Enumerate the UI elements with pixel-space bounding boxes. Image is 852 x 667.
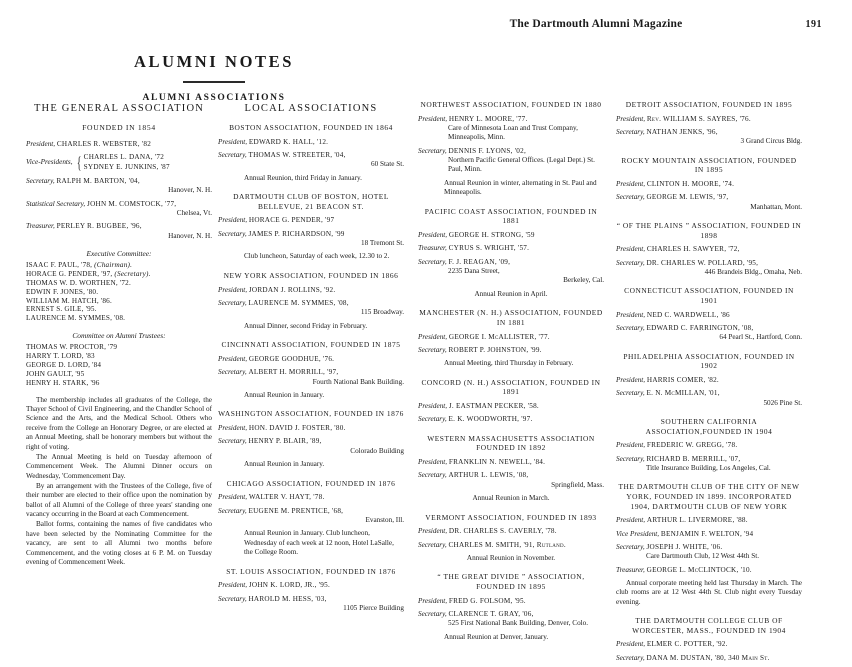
officer-entry bbox=[218, 230, 404, 249]
officer-role: Statistical Secretary, bbox=[26, 199, 88, 208]
officer-name: EDWARD C. FARRINGTON, '08, bbox=[646, 323, 754, 332]
officer-name: RALPH M. BARTON, '04, bbox=[56, 176, 140, 185]
officer-address: 115 Broadway. bbox=[360, 308, 404, 317]
running-head bbox=[426, 18, 826, 34]
officer-entry bbox=[418, 415, 604, 424]
officer-name: FRED G. FOLSOM, '95. bbox=[448, 596, 526, 605]
officer-name: CLINTON H. MOORE, '74. bbox=[646, 179, 735, 188]
executive-committee-list bbox=[26, 261, 212, 323]
association-heading: WASHINGTON ASSOCIATION, FOUNDED IN 1876 bbox=[218, 409, 404, 419]
officer-address: Chelsea, Vt. bbox=[176, 208, 212, 217]
officer-role: President, bbox=[418, 332, 449, 341]
association-heading: MANCHESTER (N. H.) ASSOCIATION, FOUNDED IN 1881 bbox=[419, 308, 603, 327]
officer-name: EUGENE M. PRENTICE, '68, bbox=[248, 506, 344, 515]
association-heading: CONCORD (N. H.) ASSOCIATION, FOUNDED IN 1891 bbox=[421, 377, 601, 397]
officer-role: President, bbox=[218, 285, 249, 294]
officer-entry bbox=[218, 299, 404, 318]
officer-role: Secretary, bbox=[616, 542, 647, 551]
committee-member: GEORGE D. LORD, '84 bbox=[26, 360, 102, 369]
general-association-founded: FOUNDED IN 1854 bbox=[82, 122, 156, 132]
officer-name: HARRIS COMER, '82. bbox=[646, 375, 719, 384]
officer-role: Secretary, bbox=[418, 415, 449, 424]
officer-entry bbox=[218, 507, 404, 526]
officer-role: President, bbox=[616, 375, 647, 384]
officer-role: Secretary, bbox=[218, 150, 249, 159]
officer-entry bbox=[616, 115, 802, 124]
officer-role: President, bbox=[418, 527, 449, 536]
association-heading: CINCINNATI ASSOCIATION, FOUNDED IN 1875 bbox=[221, 340, 401, 350]
association-heading: WESTERN MASSACHUSETTS ASSOCIATION FOUNDED IN 1892 bbox=[427, 433, 595, 453]
officer-entry bbox=[616, 376, 802, 385]
general-paragraph: The membership includes all graduates of the College, the Thayer School of Civil Engineering, and the Chandler School of Science and the Arts, and the Medical School. Others who receive from the College an Honorary Degree, or are elected at an Annual Meeting, shall be honorary members but without the right of voting. bbox=[26, 395, 212, 451]
officer-entry bbox=[26, 200, 212, 219]
general-paragraph: The Annual Meeting is held on Tuesday afternoon of Commencement Week. The Alumni Dinner occurs on Wednesday, 'Commencement Day. bbox=[26, 452, 212, 480]
officer-entry bbox=[26, 177, 212, 196]
officer-role: Secretary, bbox=[218, 506, 249, 515]
officer-name: ARTHUR L. LIVERMORE, '88. bbox=[646, 516, 748, 525]
officer-name: GEORGE M. LEWIS, '97, bbox=[646, 193, 729, 202]
title-rule bbox=[183, 81, 245, 83]
officer-name: J. EASTMAN PECKER, '58. bbox=[448, 402, 539, 411]
association-note: Annual Reunion in January. Club luncheon, Wednesday of each week at 12 noon, Hotel LaSalle, the College Room. bbox=[244, 529, 394, 557]
officer-entry bbox=[616, 324, 802, 343]
officer-entry bbox=[218, 595, 404, 614]
officer-entry bbox=[616, 389, 802, 408]
committee-member: HARRY T. LORD, '83 bbox=[26, 352, 95, 361]
officer-name: HAROLD M. HESS, '03, bbox=[248, 594, 327, 603]
officer-entry bbox=[418, 458, 604, 467]
officer-entry bbox=[616, 543, 802, 562]
officer-name: HENRY P. BLAIR, '89, bbox=[248, 437, 322, 446]
officer-name: NED C. WARDWELL, '86 bbox=[646, 310, 730, 319]
officer-role: President, bbox=[218, 424, 249, 433]
officer-address: Manhattan, Mont. bbox=[750, 202, 802, 211]
officer-address: 3 Grand Circus Bldg. bbox=[740, 137, 802, 146]
officer-address: 2235 Dana Street, bbox=[448, 267, 500, 276]
officer-role: President, bbox=[418, 458, 449, 467]
officer-entry bbox=[418, 471, 604, 490]
officer-role: Treasurer, bbox=[616, 565, 647, 574]
general-paragraph: Ballot forms, containing the names of five candidates who have been selected by the Nominating Committee for the vacancy, are sent to all Alumni two months before Commencement, and the voting closes at 6 P. M. on Tuesday evening of Commencement Week. bbox=[26, 520, 212, 566]
committee-member: WILLIAM M. HATCH, '86. bbox=[26, 296, 112, 305]
association-heading: NORTHWEST ASSOCIATION, FOUNDED IN 1880 bbox=[420, 100, 602, 109]
association-note: Annual Reunion, third Friday in January. bbox=[244, 173, 362, 182]
officer-role: Secretary, bbox=[218, 229, 249, 238]
brace-glyph: { bbox=[76, 152, 81, 172]
officer-name: HORACE G. PENDER, '97 bbox=[248, 216, 335, 225]
officer-entry bbox=[26, 140, 212, 149]
general-paragraph: By an arrangement with the Trustees of the College, five of their number are elected to their office upon the nomination by ballot of all Alumni of the College of three years' standing one vacancy occurring in the Board at each Commencement. bbox=[26, 481, 212, 519]
officer-role: Secretary, bbox=[616, 454, 647, 463]
officer-address: Care Dartmouth Club, 12 West 44th St. bbox=[646, 552, 760, 561]
officer-role: President, bbox=[218, 354, 249, 363]
officer-entry bbox=[418, 147, 604, 175]
officer-entry bbox=[616, 193, 802, 212]
officer-role: Secretary, bbox=[616, 323, 647, 332]
officer-role: Secretary, bbox=[616, 389, 647, 398]
officer-entry bbox=[418, 244, 604, 253]
officer-entry bbox=[418, 258, 604, 286]
officer-name: RICHARD B. MERRILL, '07, bbox=[646, 454, 741, 463]
officer-name: CYRUS S. WRIGHT, '57. bbox=[448, 244, 530, 253]
officer-role: Secretary, bbox=[218, 437, 249, 446]
officer-name: CHARLES H. SAWYER, '72, bbox=[646, 245, 740, 254]
officer-entry bbox=[218, 286, 404, 295]
association-note: Annual Reunion in winter, alternating in St. Paul and Minneapolis. bbox=[444, 178, 597, 197]
association-heading: BOSTON ASSOCIATION, FOUNDED IN 1864 bbox=[229, 122, 393, 132]
local-associations-heading: LOCAL ASSOCIATIONS bbox=[244, 103, 378, 114]
officer-entry bbox=[418, 333, 604, 342]
committee-member: JOHN GAULT, '95 bbox=[26, 369, 85, 378]
officer-entry bbox=[418, 346, 604, 355]
officer-name: ROBERT P. JOHNSTON, '99. bbox=[448, 345, 542, 354]
association-heading: VERMONT ASSOCIATION, FOUNDED IN 1893 bbox=[425, 512, 597, 522]
officer-entry bbox=[418, 610, 604, 629]
officer-entry bbox=[418, 115, 604, 143]
officer-role: President, bbox=[218, 216, 249, 225]
officer-role: Secretary, bbox=[418, 610, 449, 619]
officer-name: DR. CHARLES S. CAVERLY, '78. bbox=[448, 527, 557, 536]
officer-address: 60 State St. bbox=[371, 160, 404, 169]
officer-role: President, bbox=[418, 231, 449, 240]
officer-name: DR. CHARLES W. POLLARD, '95, bbox=[646, 258, 759, 267]
officer-role: President, bbox=[418, 114, 449, 123]
officer-name: CHARLES M. SMITH, '91, Rutland. bbox=[448, 540, 566, 549]
officer-entry bbox=[616, 566, 802, 575]
officer-name: F. J. REAGAN, '09, bbox=[448, 257, 511, 266]
officer-name: EDWARD K. HALL, '12. bbox=[248, 137, 329, 146]
masthead bbox=[24, 52, 404, 103]
officer-entry bbox=[218, 216, 404, 225]
officer-role: Secretary, bbox=[418, 471, 449, 480]
vice-president-name: CHARLES L. DANA, '72 bbox=[83, 153, 165, 162]
officer-role: Vice President, bbox=[616, 529, 661, 538]
association-heading: DETROIT ASSOCIATION, FOUNDED IN 1895 bbox=[625, 100, 793, 109]
officer-entry bbox=[418, 231, 604, 240]
officer-name: JORDAN J. ROLLINS, '92. bbox=[248, 285, 336, 294]
association-note: Club luncheon, Saturday of each week, 12.30 to 2. bbox=[244, 252, 390, 261]
officer-address: Fourth National Bank Building. bbox=[312, 377, 404, 386]
officer-entry bbox=[616, 516, 802, 525]
association-heading: DARTMOUTH CLUB OF BOSTON, HOTEL BELLEVUE, 21 BEACON ST. bbox=[233, 192, 389, 211]
association-note: Annual Meeting, third Thursday in February. bbox=[444, 359, 574, 368]
officer-name: Rev. WILLIAM S. SAYRES, '76. bbox=[646, 114, 751, 123]
committee-member: HENRY H. STARK, '96 bbox=[26, 378, 100, 387]
section-subtitle: ALUMNI ASSOCIATIONS bbox=[142, 93, 286, 103]
officer-name: JOHN K. LORD, JR., '95. bbox=[248, 581, 330, 590]
officer-name: E. N. McMILLAN, '01, bbox=[646, 389, 720, 398]
officer-address: Northern Pacific General Offices. (Legal Dept.) St. Paul, Minn. bbox=[448, 156, 595, 174]
association-heading: ST. LOUIS ASSOCIATION, FOUNDED IN 1876 bbox=[226, 566, 396, 576]
association-heading: THE DARTMOUTH COLLEGE CLUB OF WORCESTER, MASS., FOUNDED IN 1904 bbox=[632, 616, 786, 635]
association-note: Annual Reunion in March. bbox=[472, 494, 550, 503]
officer-role: President, bbox=[218, 581, 249, 590]
officer-address: 64 Pearl St., Hartford, Conn. bbox=[719, 333, 802, 342]
officer-address: Evanston, Ill. bbox=[365, 515, 404, 524]
officer-entry bbox=[616, 640, 802, 649]
officer-role: Secretary, bbox=[616, 653, 647, 662]
officer-name: DENNIS F. LYONS, '02, bbox=[448, 146, 526, 155]
officer-entry bbox=[418, 402, 604, 411]
officer-address: 1105 Pierce Building bbox=[343, 604, 404, 613]
committee-member: THOMAS W. D. WORTHEN, '72. bbox=[26, 278, 131, 287]
association-note: Annual Dinner, second Friday in February. bbox=[244, 321, 368, 330]
vice-presidents-row bbox=[26, 153, 212, 171]
officer-entry bbox=[218, 138, 404, 147]
officer-role: President, bbox=[418, 402, 449, 411]
association-heading: PHILADELPHIA ASSOCIATION, FOUNDED IN 1902 bbox=[623, 351, 795, 371]
association-heading: CHICAGO ASSOCIATION, FOUNDED IN 1876 bbox=[226, 478, 396, 488]
officer-name: CHARLES R. WEBSTER, '82 bbox=[56, 140, 152, 149]
officer-role: Secretary, bbox=[418, 540, 449, 549]
association-heading: “ THE GREAT DIVIDE ” ASSOCIATION, FOUNDED IN 1895 bbox=[437, 572, 585, 592]
officer-name: FREDERIC W. GREGG, '78. bbox=[646, 441, 738, 450]
officer-role: Secretary, bbox=[616, 258, 647, 267]
officer-role: President, bbox=[616, 640, 647, 649]
officer-entry bbox=[218, 151, 404, 170]
officer-entry bbox=[418, 597, 604, 606]
officer-name: THOMAS W. STREETER, '04, bbox=[248, 150, 346, 159]
association-heading: ROCKY MOUNTAIN ASSOCIATION, FOUNDED IN 1895 bbox=[621, 155, 797, 175]
officer-entry bbox=[218, 368, 404, 387]
officer-role: Secretary, bbox=[26, 176, 57, 185]
officer-name: HENRY L. MOORE, '77. bbox=[448, 114, 528, 123]
officer-entry bbox=[418, 527, 604, 536]
officer-role: President, bbox=[616, 441, 647, 450]
officer-role: Secretary, bbox=[418, 345, 449, 354]
officer-name: ALBERT H. MORRILL, '97, bbox=[248, 368, 339, 377]
officer-name: DANA M. DUSTAN, '80, 340 Main St. bbox=[646, 653, 770, 662]
officer-name: LAURENCE M. SYMMES, '08, bbox=[248, 298, 349, 307]
officer-role: Secretary, bbox=[616, 127, 647, 136]
officer-name: GEORGE GOODHUE, '76. bbox=[248, 354, 335, 363]
officer-role: President, bbox=[26, 140, 57, 149]
association-heading: CONNECTICUT ASSOCIATION, FOUNDED IN 1901 bbox=[624, 286, 794, 305]
officer-entry bbox=[616, 128, 802, 147]
executive-committee-title: Executive Committee: bbox=[86, 249, 152, 258]
column-general-association bbox=[26, 100, 212, 568]
officer-entry bbox=[218, 355, 404, 364]
officer-role: Secretary, bbox=[418, 146, 449, 155]
vice-presidents-role: Vice-Presidents, bbox=[26, 157, 73, 166]
committee-member: THOMAS W. PROCTOR, '79 bbox=[26, 343, 118, 352]
vice-presidents-names bbox=[84, 153, 170, 171]
officer-name: ARTHUR L. LEWIS, '08, bbox=[448, 471, 529, 480]
officer-name: JOHN M. COMSTOCK, '77, bbox=[87, 199, 177, 208]
officer-name: GEORGE I. McALLISTER, '77. bbox=[448, 332, 550, 341]
association-note: Annual Reunion in April. bbox=[474, 289, 548, 298]
committee-member: ISAAC F. PAUL, '78, (Chairman). bbox=[26, 260, 133, 269]
officer-entry bbox=[616, 654, 802, 663]
officer-role: Treasurer, bbox=[26, 222, 57, 231]
column-associations-4 bbox=[616, 100, 802, 667]
officer-entry bbox=[616, 530, 802, 539]
officer-name: WALTER V. HAYT, '78. bbox=[248, 493, 325, 502]
officer-name: PERLEY R. BUGBEE, '96, bbox=[56, 222, 142, 231]
page-title: ALUMNI NOTES bbox=[133, 52, 294, 71]
association-heading: “ OF THE PLAINS ” ASSOCIATION, FOUNDED IN 1898 bbox=[616, 221, 802, 240]
officer-entry bbox=[218, 581, 404, 590]
column-local-associations bbox=[218, 100, 404, 618]
officer-role: President, bbox=[616, 179, 647, 188]
officer-role: Treasurer, bbox=[418, 244, 449, 253]
officer-role: President, bbox=[218, 493, 249, 502]
association-note: Annual Reunion in January. bbox=[244, 390, 325, 399]
committee-member: LAURENCE M. SYMMES, '08. bbox=[26, 314, 126, 323]
page-number: 191 bbox=[805, 19, 822, 30]
officer-role: Secretary, bbox=[218, 594, 249, 603]
officer-entry bbox=[218, 424, 404, 433]
officer-address: Hanover, N. H. bbox=[168, 231, 212, 240]
officer-address: Hanover, N. H. bbox=[168, 186, 212, 195]
committee-member: ERNEST S. GILE, '95. bbox=[26, 305, 97, 314]
officer-address: Title Insurance Building, Los Angeles, Cal. bbox=[646, 463, 771, 472]
officer-entry bbox=[616, 455, 802, 474]
association-note: Annual Reunion at Denver, January. bbox=[444, 632, 549, 641]
general-association-heading: THE GENERAL ASSOCIATION bbox=[33, 103, 205, 114]
officer-name: CLARENCE T. GRAY, '06, bbox=[448, 610, 534, 619]
officer-address: 446 Brandeis Bldg., Omaha, Neb. bbox=[704, 268, 802, 276]
officer-role: President, bbox=[418, 596, 449, 605]
officer-role: President, bbox=[616, 245, 647, 254]
association-note: Annual Reunion in January. bbox=[244, 460, 325, 469]
association-heading: NEW YORK ASSOCIATION, FOUNDED IN 1866 bbox=[223, 270, 399, 280]
officer-address: Springfield, Mass. bbox=[551, 480, 604, 489]
officer-role: President, bbox=[616, 114, 647, 123]
officer-name: GEORGE L. McCLINTOCK, '10. bbox=[646, 565, 752, 574]
officer-name: HON. DAVID J. FOSTER, '80. bbox=[248, 424, 346, 433]
officer-name: JAMES P. RICHARDSON, '99 bbox=[248, 229, 345, 238]
column-associations-3 bbox=[418, 100, 604, 646]
officer-entry bbox=[616, 245, 802, 254]
officer-entry bbox=[418, 541, 604, 550]
officer-entry bbox=[26, 222, 212, 241]
officer-entry bbox=[616, 311, 802, 320]
officer-address: 525 First National Bank Building, Denver, Colo. bbox=[448, 619, 589, 628]
trustees-committee-title: Committee on Alumni Trustees: bbox=[72, 331, 166, 341]
magazine-title: The Dartmouth Alumni Magazine bbox=[509, 18, 683, 30]
officer-name: BENJAMIN F. WELTON, '94 bbox=[660, 529, 754, 538]
officer-entry bbox=[616, 180, 802, 189]
vice-president-name: SYDNEY E. JUNKINS, '87 bbox=[83, 162, 170, 171]
officer-role: Secretary, bbox=[218, 368, 249, 377]
officer-address: Care of Minnesota Loan and Trust Company, Minneapolis, Minn. bbox=[448, 123, 578, 142]
officer-name: ELMER C. POTTER, '92. bbox=[646, 640, 728, 649]
officer-name: FRANKLIN N. NEWELL, '84. bbox=[448, 458, 546, 467]
association-paragraph: Annual corporate meeting held last Thursday in March. The club rooms are at 12 West 44th St. Club night every Tuesday evening. bbox=[616, 579, 802, 606]
association-heading: THE DARTMOUTH CLUB OF THE CITY OF NEW YORK, FOUNDED IN 1899. INCORPORATED 1904, DARTMOUTH CLUB OF NEW YORK bbox=[618, 482, 800, 511]
officer-address: 18 Tremont St. bbox=[361, 239, 404, 248]
association-note: Annual Reunion in November. bbox=[466, 553, 556, 562]
officer-address: 5026 Pine St. bbox=[763, 398, 802, 407]
officer-address: Berkeley, Cal. bbox=[563, 276, 604, 285]
officer-role: Secretary, bbox=[616, 193, 647, 202]
officer-role: Secretary, bbox=[418, 257, 449, 266]
officer-name: NATHAN JENKS, '96, bbox=[646, 127, 718, 136]
officer-role: Secretary, bbox=[218, 298, 249, 307]
officer-role: President, bbox=[218, 137, 249, 146]
officer-entry bbox=[218, 493, 404, 502]
officer-role: President, bbox=[616, 310, 647, 319]
association-heading: PACIFIC COAST ASSOCIATION, FOUNDED IN 1881 bbox=[424, 206, 598, 226]
officer-name: GEORGE H. STRONG, '59 bbox=[448, 231, 535, 240]
officer-address: Colorado Building bbox=[350, 446, 404, 455]
officer-role: President, bbox=[616, 516, 647, 525]
committee-member: HORACE G. PENDER, '97, (Secretary). bbox=[26, 269, 151, 278]
officer-entry bbox=[616, 259, 802, 278]
officer-name: E. K. WOODWORTH, '97. bbox=[448, 415, 533, 424]
association-heading: SOUTHERN CALIFORNIA ASSOCIATION,FOUNDED IN 1904 bbox=[645, 417, 773, 436]
officer-entry bbox=[218, 437, 404, 456]
officer-name: JOSEPH J. WHITE, '06. bbox=[646, 542, 723, 551]
committee-member: EDWIN F. JONES, '80. bbox=[26, 287, 99, 296]
officer-entry bbox=[616, 441, 802, 450]
trustees-committee-list bbox=[26, 343, 212, 388]
